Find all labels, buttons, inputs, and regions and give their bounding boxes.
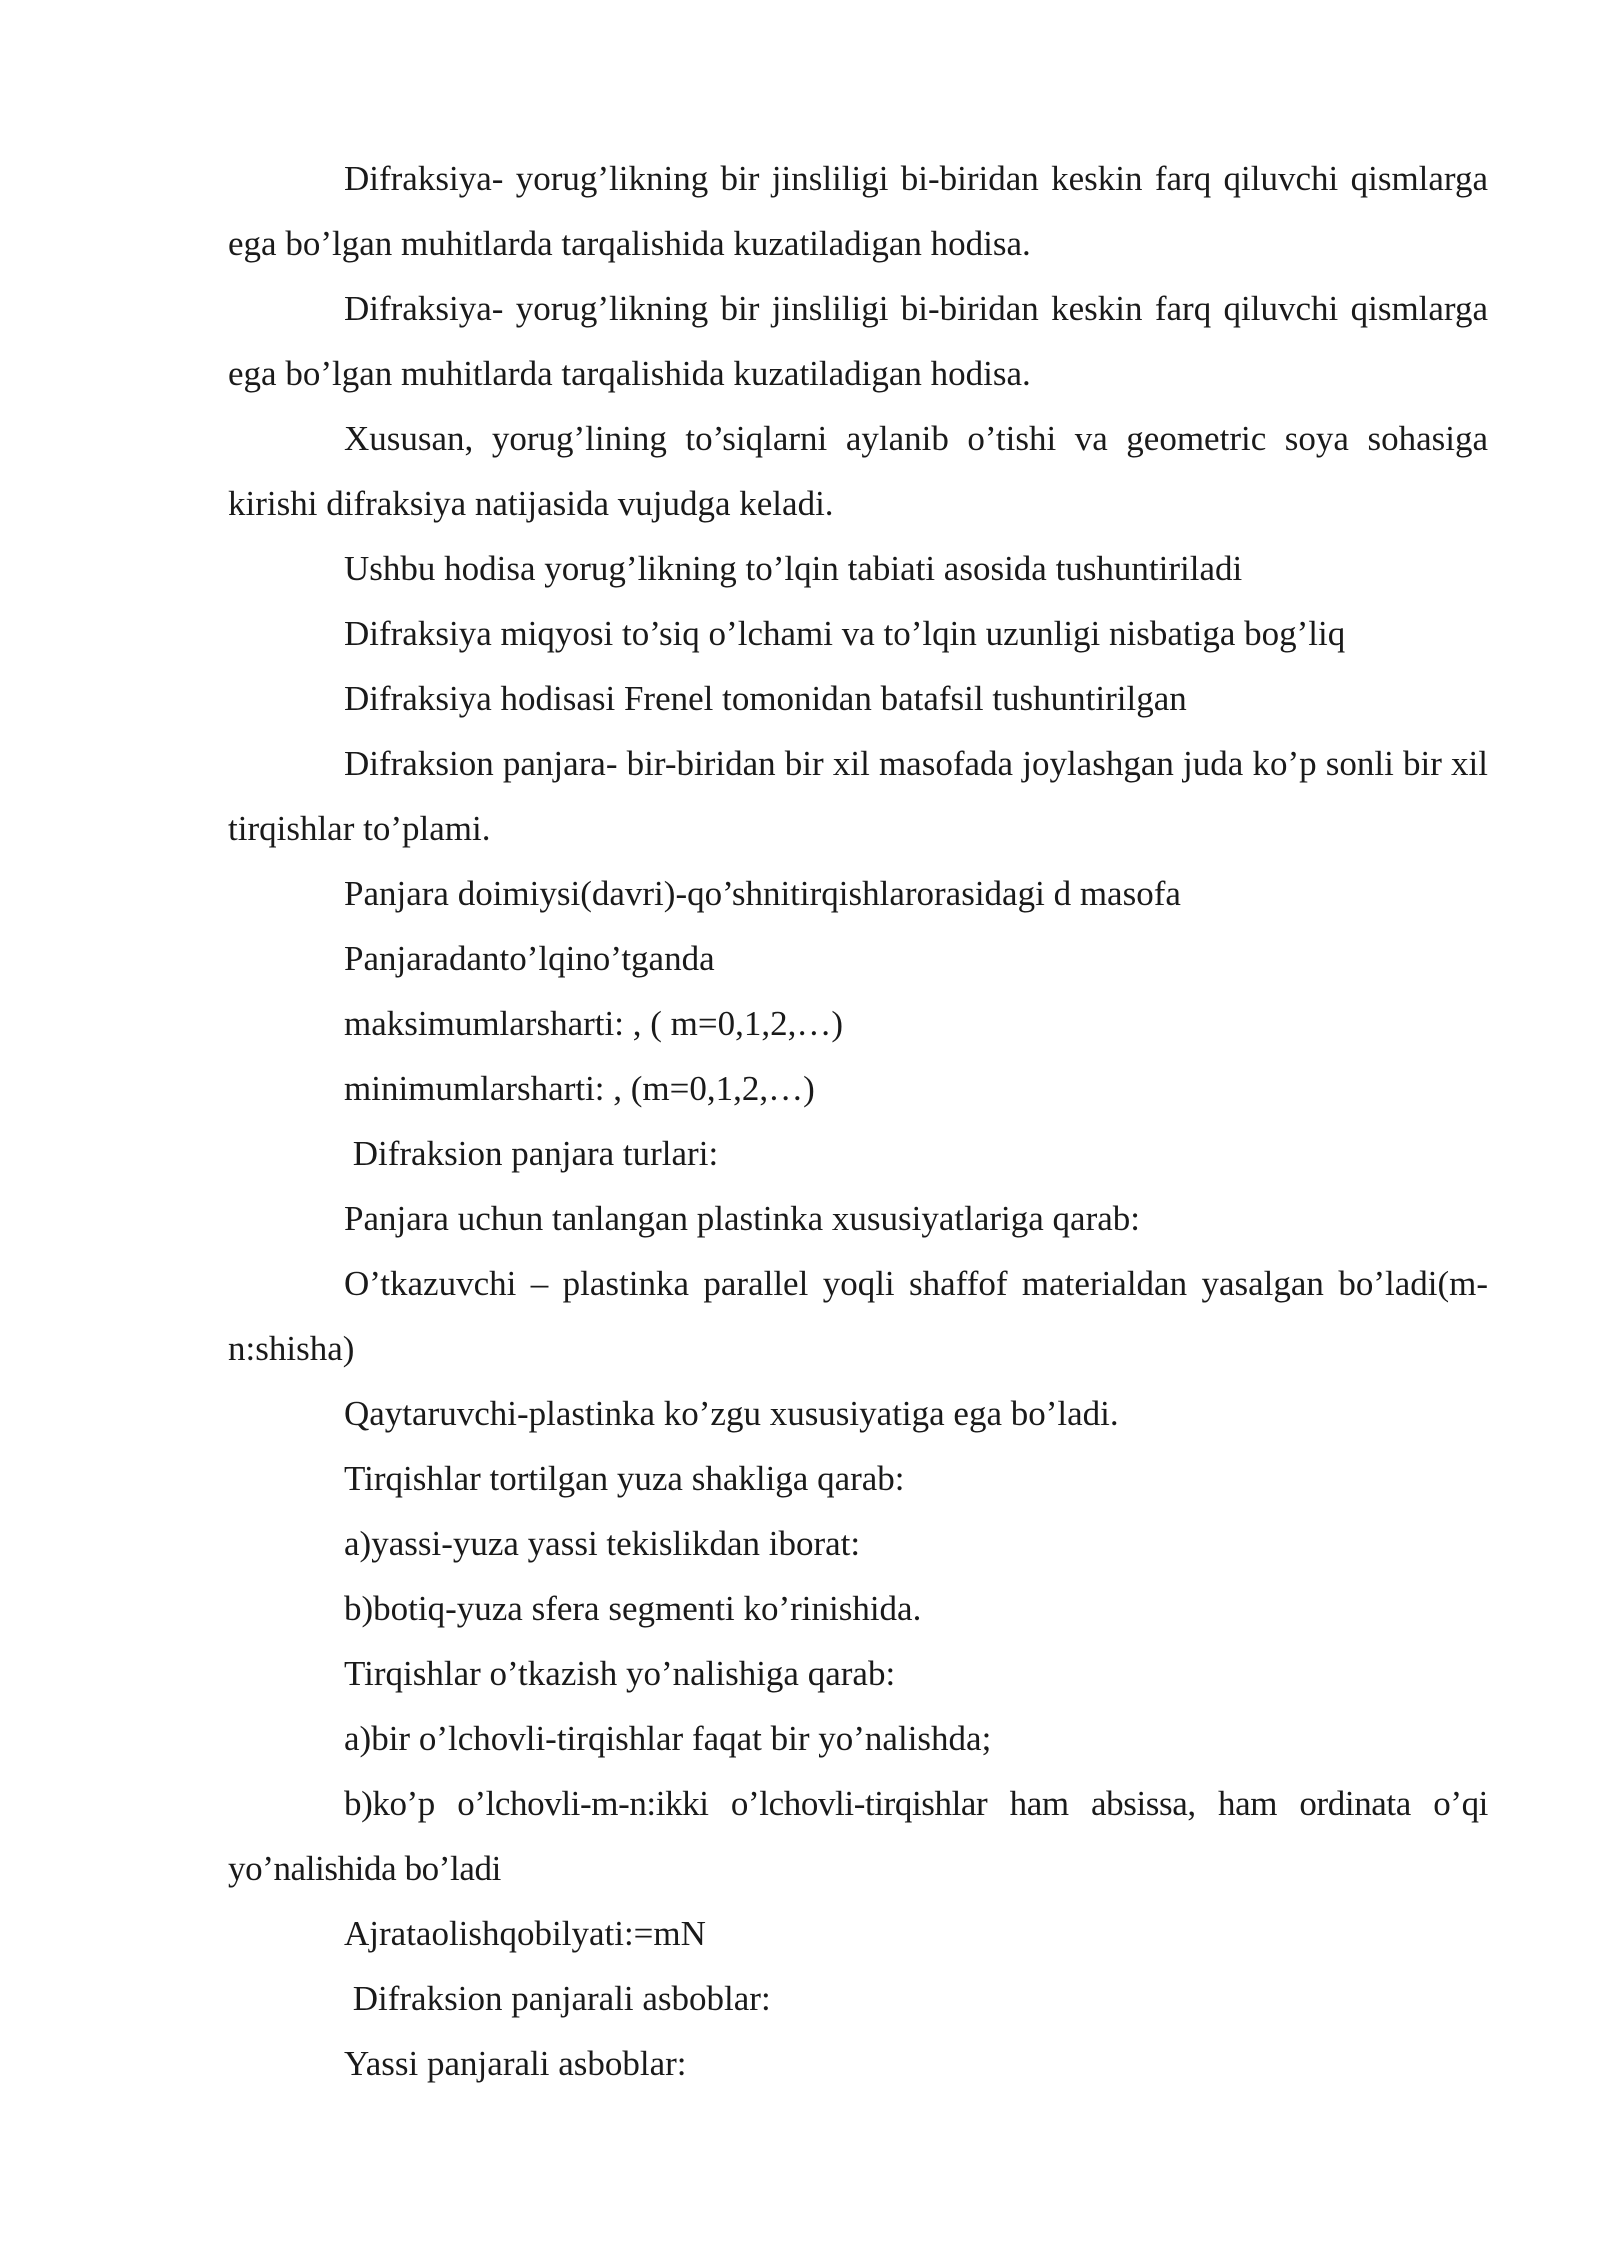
heading-grating-instruments: Difraksion panjarali asboblar: — [344, 1979, 771, 2018]
list-item-flat-surface: a)yassi-yuza yassi tekislikdan iborat: — [344, 1524, 861, 1563]
paragraph-plate-properties: Panjara uchun tanlangan plastinka xususiyatlariga qarab: — [344, 1199, 1140, 1238]
list-item-multi-dimensional: b)ko’p o’lchovli-m-n:ikki o’lchovli-tirqishlar ham absissa, ham ordinata o’qi yo’nalishida bo’ladi — [228, 1784, 1488, 1888]
paragraph-fresnel: Difraksiya hodisasi Frenel tomonidan batafsil tushuntirilgan — [344, 679, 1187, 718]
paragraph-maxima-condition: maksimumlarsharti: , ( m=0,1,2,…) — [344, 1004, 843, 1043]
list-item-one-dimensional: a)bir o’lchovli-tirqishlar faqat bir yo’nalishda; — [344, 1719, 992, 1758]
paragraph-transmitting-grating: O’tkazuvchi – plastinka parallel yoqli shaffof materialdan yasalgan bo’ladi(m-n:shisha) — [228, 1264, 1488, 1368]
paragraph-diffraction-scale: Difraksiya miqyosi to’siq o’lchami va to’lqin uzunligi nisbatiga bog’liq — [344, 614, 1346, 653]
paragraph-surface-shape: Tirqishlar tortilgan yuza shakliga qarab: — [344, 1459, 905, 1498]
paragraph-slit-direction: Tirqishlar o’tkazish yo’nalishiga qarab: — [344, 1654, 896, 1693]
paragraph-reflecting-grating: Qaytaruvchi-plastinka ko’zgu xususiyatiga ega bo’ladi. — [344, 1394, 1119, 1433]
paragraph-grating-definition: Difraksion panjara- bir-biridan bir xil masofada joylashgan juda ko’p sonli bir xil tirqishlar to’plami. — [228, 744, 1488, 848]
paragraph-resolving-power: Ajrataolishqobilyati:=mN — [344, 1914, 706, 1953]
paragraph-obstacle-bending: Xususan, yorug’lining to’siqlarni aylanib o’tishi va geometric soya sohasiga kirishi difraksiya natijasida vujudga keladi. — [228, 419, 1488, 523]
paragraph-wave-through-grating: Panjaradanto’lqino’tganda — [344, 939, 715, 978]
paragraph-minima-condition: minimumlarsharti: , (m=0,1,2,…) — [344, 1069, 815, 1108]
document-page — [228, 146, 1488, 2096]
paragraph-diffraction-definition-repeat: Difraksiya- yorug’likning bir jinsliligi bi-biridan keskin farq qiluvchi qismlarga ega bo’lgan muhitlarda tarqalishida kuzatiladigan hodisa. — [228, 289, 1488, 393]
paragraph-wave-nature: Ushbu hodisa yorug’likning to’lqin tabiati asosida tushuntiriladi — [344, 549, 1243, 588]
heading-flat-grating-instruments: Yassi panjarali asboblar: — [344, 2044, 687, 2083]
paragraph-diffraction-definition: Difraksiya- yorug’likning bir jinsliligi bi-biridan keskin farq qiluvchi qismlarga ega bo’lgan muhitlarda tarqalishida kuzatiladigan hodisa. — [228, 159, 1488, 263]
list-item-concave-surface: b)botiq-yuza sfera segmenti ko’rinishida. — [344, 1589, 922, 1628]
heading-grating-types: Difraksion panjara turlari: — [344, 1134, 719, 1173]
paragraph-grating-constant: Panjara doimiysi(davri)-qo’shnitirqishlarorasidagi d masofa — [344, 874, 1181, 913]
